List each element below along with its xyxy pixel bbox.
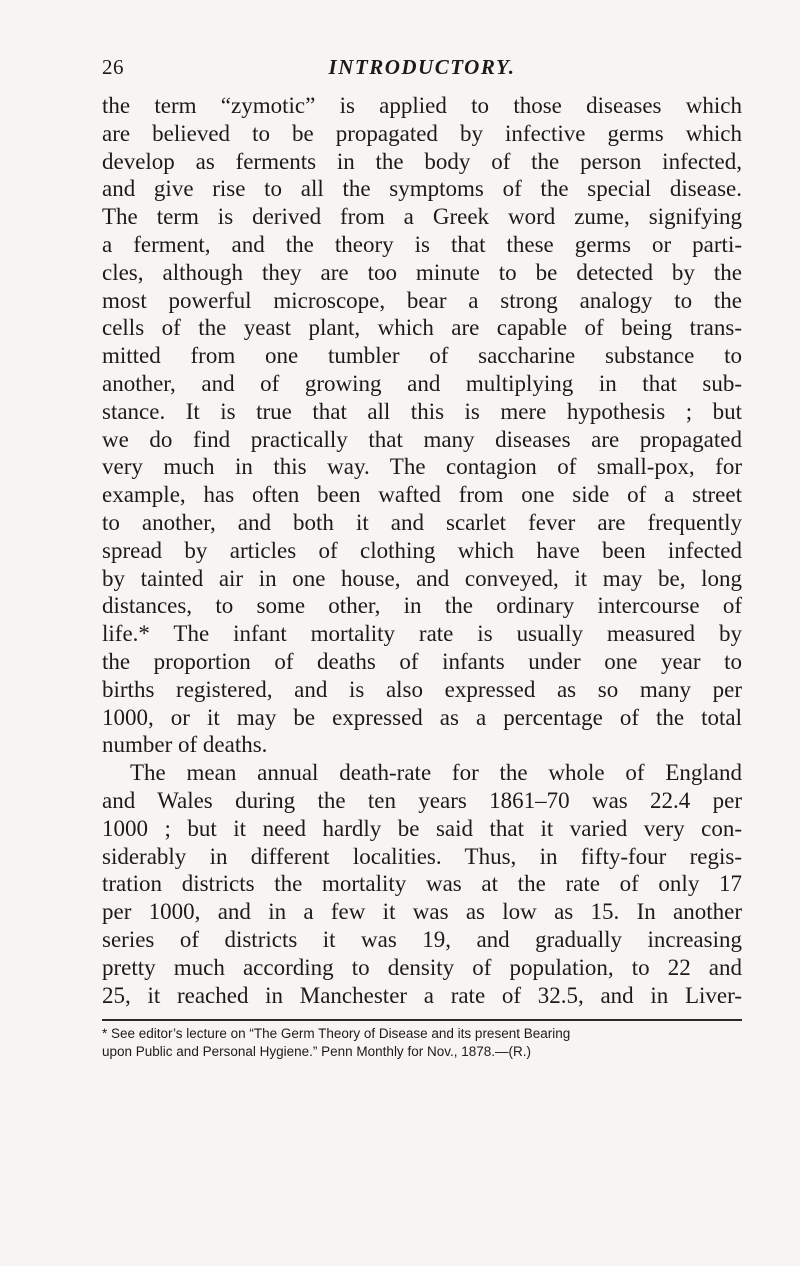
- text-line: the term “zymotic” is applied to those diseases which: [102, 93, 742, 118]
- footnote-rule: [102, 1019, 742, 1021]
- text-line: distances, to some other, in the ordinary intercourse of: [102, 593, 742, 619]
- text-line: are believed to be propagated by infective germs which: [102, 120, 742, 146]
- text-line: by tainted air in one house, and conveyed, it may be, long: [102, 565, 742, 591]
- text-line: cells of the yeast plant, which are capable of being trans-: [102, 315, 742, 341]
- text-line: we do find practically that many diseases are propagated: [102, 426, 742, 452]
- footnote-line: upon Public and Personal Hygiene.” Penn Monthly for Nov., 1878.—(R.): [102, 1044, 531, 1059]
- text-line: the proportion of deaths of infants under one year to: [102, 648, 742, 674]
- text-line: number of deaths.: [102, 732, 268, 758]
- text-line: tration districts the mortality was at the rate of only 17: [102, 871, 742, 897]
- text-line: 1000 ; but it need hardly be said that it varied very con-: [102, 815, 742, 841]
- text-line: stance. It is true that all this is mere hypothesis ; but: [102, 398, 742, 424]
- text-line: most powerful microscope, bear a strong analogy to the: [102, 287, 742, 313]
- text-line: example, has often been wafted from one side of a street: [102, 482, 742, 508]
- body-text: [102, 92, 742, 1009]
- text-line: cles, although they are too minute to be detected by the: [102, 259, 742, 285]
- text-line: spread by articles of clothing which have been infected: [102, 537, 742, 563]
- text-line: siderably in different localities. Thus, in fifty-four regis-: [102, 843, 742, 869]
- text-line: develop as ferments in the body of the person infected,: [102, 148, 742, 174]
- footnote: [102, 1019, 742, 1061]
- text-line: series of districts it was 19, and gradually increasing: [102, 926, 742, 952]
- text-line: pretty much according to density of population, to 22 and: [102, 954, 742, 980]
- text-line: very much in this way. The contagion of small-pox, for: [102, 454, 742, 480]
- running-title: INTRODUCTORY.: [328, 55, 516, 79]
- text-line: mitted from one tumbler of saccharine substance to: [102, 343, 742, 369]
- text-line: per 1000, and in a few it was as low as 15. In another: [102, 899, 742, 925]
- text-line: and Wales during the ten years 1861–70 was 22.4 per: [102, 787, 742, 813]
- text-line: and give rise to all the symptoms of the special disease.: [102, 176, 742, 202]
- text-line: life.* The infant mortality rate is usually measured by: [102, 621, 742, 647]
- text-line: The mean annual death-rate for the whole of England: [130, 760, 742, 786]
- text-line: 25, it reached in Manchester a rate of 32.5, and in Liver-: [102, 982, 742, 1008]
- footnote-line: * See editor’s lecture on “The Germ Theory of Disease and its present Bearing: [102, 1026, 571, 1041]
- text-line: to another, and both it and scarlet fever are frequently: [102, 509, 742, 535]
- text-line: births registered, and is also expressed as so many per: [102, 676, 742, 702]
- text-line: another, and of growing and multiplying in that sub-: [102, 370, 742, 396]
- running-head: [102, 55, 742, 85]
- page-number: 26: [102, 55, 124, 79]
- text-line: The term is derived from a Greek word zume, signifying: [102, 204, 742, 230]
- text-line: a ferment, and the theory is that these germs or parti-: [102, 231, 742, 257]
- text-line: 1000, or it may be expressed as a percentage of the total: [102, 704, 742, 730]
